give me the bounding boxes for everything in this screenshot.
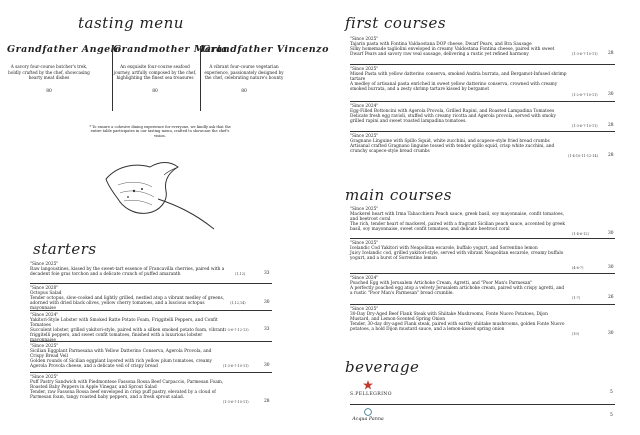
item-allergen-code: (1-3-6-7-12-13) [223, 328, 249, 332]
item-divider [30, 372, 272, 373]
item-divider [30, 283, 272, 284]
brand-logo-spellegrino: S.PELLEGRINO [350, 392, 392, 397]
item-price: 30 [608, 231, 614, 236]
first-courses-title: first courses [345, 14, 447, 32]
main-course-item[interactable] [350, 276, 614, 300]
beverage-title: beverage [345, 358, 420, 376]
item-description: "Since 2020" Octopus Salad Tender octopus, slow-cooked and lightly grilled, nestled atop a vibrant medley of greens, adorned with dried black olives, yellow cherry tomatoes, and a luscious octopus mayonnaise [30, 286, 225, 312]
item-price: 26 [608, 295, 614, 300]
menu-name: Grandmother Maria [113, 44, 228, 55]
item-divider [350, 404, 615, 405]
menu-price: 80 [241, 88, 247, 94]
crest-icon [364, 408, 372, 416]
main-course-item[interactable] [350, 207, 614, 236]
item-price: 28 [264, 399, 270, 404]
first-course-item[interactable] [350, 37, 614, 58]
tasting-menu-maria[interactable] [113, 44, 228, 94]
item-description: "Since 2025" Mixed Pasta with yellow datterino conserva, smoked Andria burrata, and Bergamot-Infused shrimp tartare A medley of artisanal pasta enriched in sweet yellow datterino conserva, crowned with creamy smoked burrata, and a zesty shrimp tartare kissed by bergamot [350, 67, 567, 93]
item-price: 30 [264, 363, 270, 368]
item-allergen-code: (1-3-6-7-10-11) [572, 52, 598, 56]
item-divider [350, 304, 615, 305]
beverage-item[interactable] [350, 408, 620, 430]
main-course-item[interactable] [350, 241, 614, 270]
item-description: "Since 2025" Raw langoustines, kissed by the sweet-tart essence of Francavilla cherries, paired with a decadent foie gras torchon and a delicate crunch of puffed amaranth [30, 262, 225, 278]
item-description: "Since 2025" Tajarin pasta with Fontina Valdaostana DOP cheese, Dwarf Pears, and Bra Sausage Silky homemade tagliolini enveloped in creamy Valdostana Fontina cheese, paired with sweet Dwarf Pears and savory raw veal sausage, delivering a rustic yet refined harmony [350, 37, 555, 58]
menu-price: 80 [152, 88, 158, 94]
item-allergen-code: (1,12) [235, 272, 246, 276]
item-divider [30, 310, 272, 311]
menu-name: Grandfather Angelo [7, 44, 122, 55]
item-description: "Since 2024" Poached Egg with Jerusalem Artichoke Cream, Agretti, and "Poor Man's Parmesan" A perfectly poached egg atop a velvety Jerusalem artichoke cream, paired with crispy agretti, and a rustic "Poor Man's Parmesan" bread crumble. [350, 276, 565, 297]
brand-logo-acquapanna: Acqua Panna [352, 417, 384, 422]
starter-item[interactable] [30, 344, 270, 370]
item-price: 30 [608, 265, 614, 270]
item-allergen-code: (1-7) [572, 296, 581, 300]
first-course-item[interactable] [350, 134, 614, 158]
item-divider [350, 101, 615, 102]
item-price: 5 [610, 390, 613, 395]
item-allergen-code: (1-3-6-7-10-11) [223, 364, 249, 368]
item-allergen-code: (1-3-6-7-10-11) [223, 400, 249, 404]
item-price: 30 [608, 331, 614, 336]
item-price: 30 [264, 300, 270, 305]
item-divider [350, 131, 615, 132]
main-courses-title: main courses [345, 186, 452, 204]
starter-item[interactable] [30, 313, 270, 344]
menu-divider [200, 46, 201, 111]
first-course-item[interactable] [350, 104, 614, 128]
item-price: 33 [264, 327, 270, 332]
menu-description: A vibrant four-course vegetarian experience, passionately designed by the chef, celebrating nature's bounty [204, 64, 284, 81]
item-allergen-code: (1-4-10-11-12-14) [568, 154, 598, 158]
starters-title: starters [33, 240, 97, 258]
main-course-item[interactable] [350, 307, 614, 336]
menu-name: Grandfather Vincenzo [202, 44, 329, 55]
item-description: "Since 2025" Mackerel heart with Irma Tabacchiera Peach sauce, greek basil, soy mayonnaise, confit tomatoes, and beetroot coral The rich, tender heart of mackerel, paired with a fragrant Sicilian peach sauce, accented by greek basil, soy mayonnaise, sweet confit tomatoes, and delicate beetroot coral [350, 207, 566, 233]
item-price: 30 [608, 92, 614, 97]
item-description: "Since 2024" Yakitori-Style Lobster with Smoked Ratte Potato Foam, Friggitelli Peppers, and Confit Tomatoes Succulent lobster, grilled yakitori-style, paired with a silken smoked potato foam, vibrant friggitelli peppers, and sweet confit tomatoes, finished with a luxurious lobster mayonnaise [30, 313, 225, 344]
item-divider [350, 238, 615, 239]
item-divider [350, 64, 615, 65]
starter-item[interactable] [30, 375, 270, 404]
item-divider [350, 273, 615, 274]
item-price: 28 [608, 153, 614, 158]
menu-description: A savory four-course butcher's trek, boldly crafted by the chef, showcasing hearty meat dishes [8, 64, 90, 81]
item-description: "Since 2025" Sicilian Eggplant Parmesana with Yellow Datterino Conserva, Agerola Provola, and Crispy Bread Veil Golden rounds of Sicilian eggplant layered with rich yellow plum tomatoes, creamy Agerola Provola cheese, and a delicate veil of crispy bread [30, 344, 212, 370]
item-price: 28 [608, 51, 614, 56]
item-allergen-code: (1-3-6-7-10-11) [572, 124, 598, 128]
item-allergen-code: (1-4-6-12) [572, 232, 589, 236]
item-divider [30, 341, 272, 342]
item-price: 28 [608, 123, 614, 128]
item-description: "Since 2025" Icelandic Cod Yakitori with Neapolitan escarole, buffalo yogurt, and Sorrentino lemon Juicy Icelandic cod, grilled yakitori-style, served with vibrant Neapolitan escarole, creamy buffalo yogurt, and a burst of Sorrentino lemon [350, 241, 564, 262]
item-allergen-code: (10) [572, 332, 579, 336]
starter-item[interactable] [30, 262, 270, 278]
tasting-menu-title: tasting menu [78, 14, 184, 32]
menu-price: 80 [46, 88, 52, 94]
beverage-item[interactable] [350, 380, 620, 404]
item-allergen-code: (4-6-7) [572, 266, 584, 270]
item-allergen-code: (1-2-6-7-10-11) [572, 93, 598, 97]
stingray-illustration [98, 155, 218, 235]
tasting-menu-vincenzo[interactable] [202, 44, 329, 94]
first-course-item[interactable] [350, 67, 614, 97]
menu-description: An exquisite four-course seafood journey, artfully composed by the chef, highlighting the finest sea treasures [113, 64, 197, 81]
item-description: "Since 2024" Egg-Filled Bottoncini with Agerola Provola, Grilled Rapini, and Roasted Lampadina Tomatoes Delicate fresh egg ravioli, stuffed with creamy ricotta and Agerola provola, served with smoky grilled rapini and sweet roasted lampadina tomatoes. [350, 104, 556, 125]
starter-item[interactable] [30, 286, 270, 312]
item-description: "Since 2025" 30-Day Dry-Aged Beef Flank Steak with Shiitake Mushrooms, Fonte Nuovo Potatoes, Dijon Mustard, and Lemon-Scented Spring Onion Tender, 30-day dry-aged Flank steak, paired with earthy shiitake mushrooms, golden Fonte Nuovo potatoes, a bold Dijon mustard sauce, and a lemon-kissed spring onion [350, 307, 565, 333]
tasting-note: * To ensure a cohesive dining experience for everyone, we kindly ask that the entire table participates in our tasting menu, crafted to showcase the chef's vision. [89, 125, 231, 138]
item-price: 33 [264, 271, 270, 276]
star-icon [363, 380, 373, 390]
item-price: 5 [610, 413, 613, 418]
item-description: "Since 2025" Gragnano Linguine with Spillo Squid, white zucchini, and scapece-style fried bread crumbs Artisanal crafted Gragnano linguine tossed with tender spillo squid, crisp white zucchini, and crunchy scapece-style bread crumbs [350, 134, 555, 155]
item-description: "Since 2025" Puff Pastry Sandwich with Piedmontese Fassona Rossa Beef Carpaccio, Parmesan Foam, Roasted Baby Peppers in Apple Vinegar, and Sprout Salad Tender, raw Fassona Rossa beef enveloped in crisp puff pastry, elevated by a cloud of Parmesan foam, tangy roasted baby peppers, and a fresh sprout salad. [30, 375, 224, 401]
item-allergen-code: (1,12,14) [230, 301, 246, 305]
tasting-menu-angelo[interactable] [7, 44, 122, 94]
